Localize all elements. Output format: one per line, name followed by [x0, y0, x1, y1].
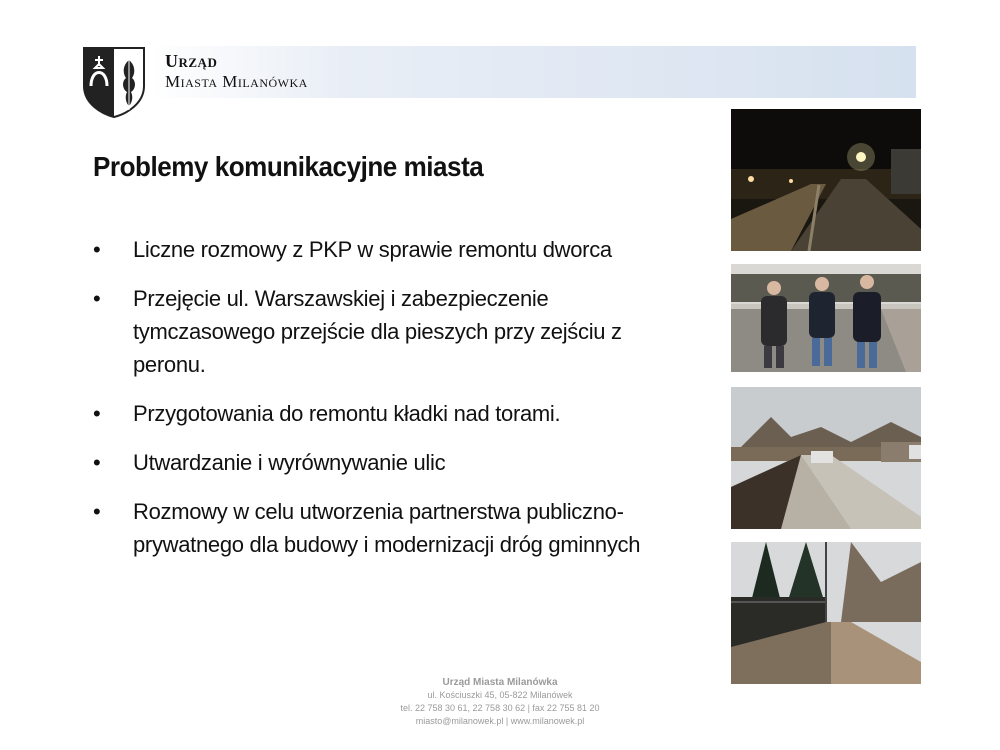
bullet-symbol: • — [93, 286, 101, 311]
photo-gravel-road — [731, 387, 921, 529]
bullet-item — [93, 446, 693, 479]
bullet-symbol: • — [93, 237, 101, 262]
photo-night-street — [731, 109, 921, 251]
bullet-symbol: • — [93, 499, 101, 524]
bullet-symbol: • — [93, 450, 101, 475]
footer-web: miasto@milanowek.pl | www.milanowek.pl — [415, 716, 585, 726]
footer-org-name: Urząd Miasta Milanówka — [442, 677, 558, 688]
bullet-item — [93, 397, 693, 430]
organization-name — [165, 50, 308, 92]
bullet-text: Utwardzanie i wyrównywanie ulic — [133, 450, 446, 475]
photo-officials-on-street — [731, 264, 921, 372]
bullet-item — [93, 282, 693, 381]
bullet-text: Przygotowania do remontu kładki nad torami. — [133, 401, 561, 426]
footer-contact — [300, 676, 700, 728]
org-name-line2: Miasta Milanówka — [165, 72, 308, 91]
photo-fenced-path — [731, 542, 921, 684]
bullet-text: Rozmowy w celu utworzenia partnerstwa publiczno-prywatnego dla budowy i modernizacji dróg gminnych — [133, 499, 641, 557]
footer-phones: tel. 22 758 30 61, 22 758 30 62 | fax 22 755 81 20 — [400, 703, 600, 713]
footer-address: ul. Kościuszki 45, 05-822 Milanówek — [427, 690, 573, 700]
bullet-list — [93, 233, 693, 577]
coat-of-arms-icon — [82, 46, 146, 118]
slide-title: Problemy komunikacyjne miasta — [93, 151, 484, 182]
bullet-item — [93, 233, 693, 266]
bullet-item — [93, 495, 693, 561]
bullet-text: Liczne rozmowy z PKP w sprawie remontu dworca — [133, 237, 612, 262]
org-name-line1: Urząd — [165, 51, 218, 71]
bullet-text: Przejęcie ul. Warszawskiej i zabezpieczenie tymczasowego przejście dla pieszych przy zejściu z peronu. — [133, 286, 622, 377]
bullet-symbol: • — [93, 401, 101, 426]
